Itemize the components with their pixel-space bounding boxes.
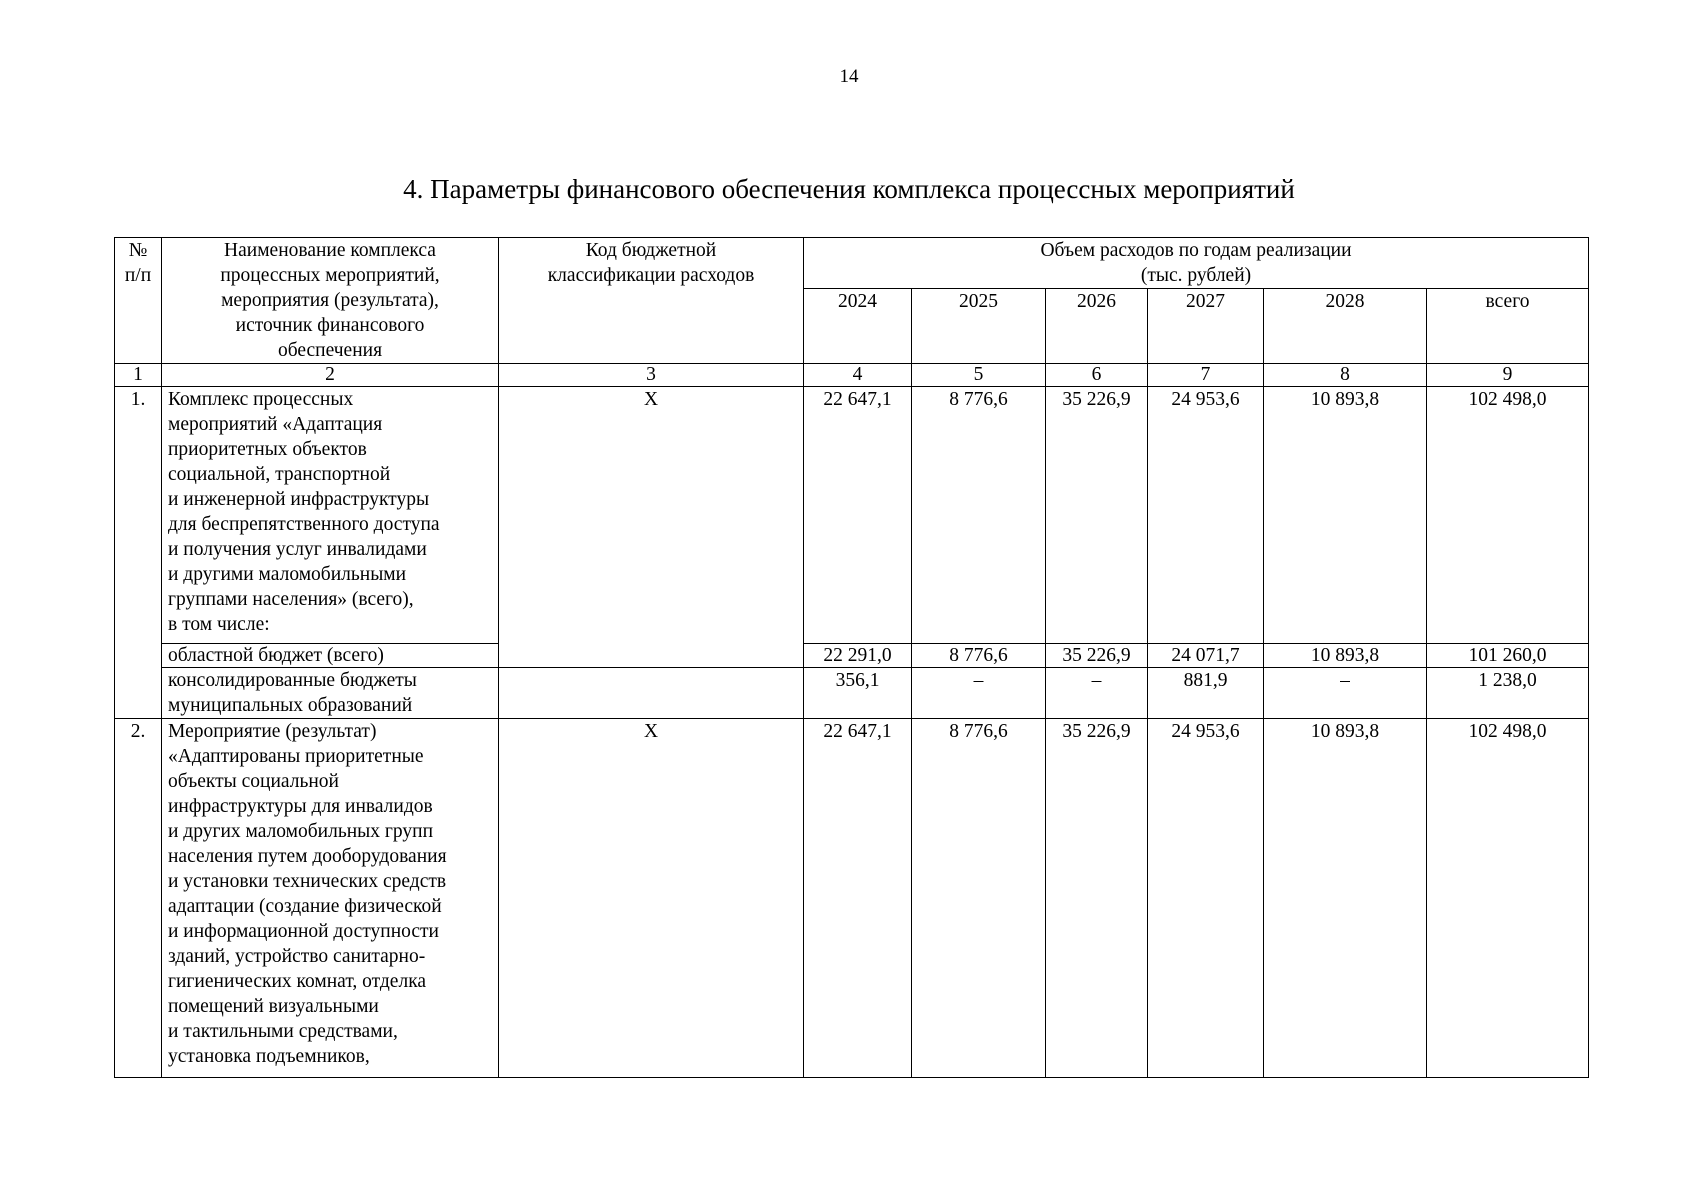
table-row [115, 644, 1589, 668]
row-name: Комплекс процессных мероприятий «Адаптация приоритетных объектов социальной, транспортной и инженерной инфраструктуры для беспрепятственного доступа и получения услуг инвалидами и другими маломобильными группами населения» (всего), в том числе: [162, 387, 499, 644]
column-number: 1 [115, 364, 162, 387]
header-total: всего [1427, 289, 1589, 364]
page-number: 14 [839, 66, 859, 87]
value-cell: 10 893,8 [1264, 644, 1427, 668]
column-number: 9 [1427, 364, 1589, 387]
value-cell: 10 893,8 [1264, 387, 1427, 644]
value-cell: 356,1 [804, 668, 912, 719]
column-number: 3 [499, 364, 804, 387]
header-year: 2028 [1264, 289, 1427, 364]
table-row [115, 668, 1589, 719]
value-cell: 35 226,9 [1046, 644, 1148, 668]
value-cell: 881,9 [1148, 668, 1264, 719]
column-number: 7 [1148, 364, 1264, 387]
header-year: 2025 [912, 289, 1046, 364]
row-number: 1. [115, 387, 162, 719]
value-cell: 10 893,8 [1264, 719, 1427, 1078]
value-cell: 22 647,1 [804, 387, 912, 644]
value-cell: 35 226,9 [1046, 719, 1148, 1078]
column-number: 4 [804, 364, 912, 387]
document-title: 4. Параметры финансового обеспечения комплекса процессных мероприятий [403, 174, 1295, 204]
column-number: 6 [1046, 364, 1148, 387]
column-numbers-row [115, 364, 1589, 387]
total-cell: 1 238,0 [1427, 668, 1589, 719]
financing-table [114, 237, 1589, 1078]
header-volume: Объем расходов по годам реализации (тыс. рублей) [804, 238, 1589, 289]
row-budget-code: Х [499, 387, 804, 668]
total-cell: 102 498,0 [1427, 719, 1589, 1078]
total-cell: 101 260,0 [1427, 644, 1589, 668]
value-cell: 8 776,6 [912, 387, 1046, 644]
column-number: 8 [1264, 364, 1427, 387]
header-budget-code: Код бюджетной классификации расходов [499, 238, 804, 364]
table-row [115, 719, 1589, 1078]
header-year: 2026 [1046, 289, 1148, 364]
value-cell: – [1264, 668, 1427, 719]
header-year: 2024 [804, 289, 912, 364]
column-number: 2 [162, 364, 499, 387]
value-cell: 24 071,7 [1148, 644, 1264, 668]
value-cell: 22 291,0 [804, 644, 912, 668]
header-row [115, 238, 1589, 289]
value-cell: 22 647,1 [804, 719, 912, 1078]
column-number: 5 [912, 364, 1046, 387]
header-year: 2027 [1148, 289, 1264, 364]
value-cell: 35 226,9 [1046, 387, 1148, 644]
value-cell: 8 776,6 [912, 644, 1046, 668]
header-number: № п/п [115, 238, 162, 364]
row-name: областной бюджет (всего) [162, 644, 499, 668]
row-budget-code: Х [499, 719, 804, 1078]
table-row [115, 387, 1589, 644]
row-name: консолидированные бюджеты муниципальных образований [162, 668, 499, 719]
value-cell: 24 953,6 [1148, 387, 1264, 644]
value-cell: – [1046, 668, 1148, 719]
value-cell: 24 953,6 [1148, 719, 1264, 1078]
total-cell: 102 498,0 [1427, 387, 1589, 644]
header-name: Наименование комплекса процессных мероприятий, мероприятия (результата), источник финансового обеспечения [162, 238, 499, 364]
value-cell: – [912, 668, 1046, 719]
value-cell: 8 776,6 [912, 719, 1046, 1078]
row-budget-code [499, 668, 804, 719]
row-number: 2. [115, 719, 162, 1078]
row-name: Мероприятие (результат) «Адаптированы приоритетные объекты социальной инфраструктуры для инвалидов и других маломобильных групп населения путем дооборудования и установки технических средств адаптации (создание физической и информационной доступности зданий, устройство санитарно- гигиенических комнат, отделка помещений визуальными и тактильными средствами, установка подъемников, [162, 719, 499, 1078]
